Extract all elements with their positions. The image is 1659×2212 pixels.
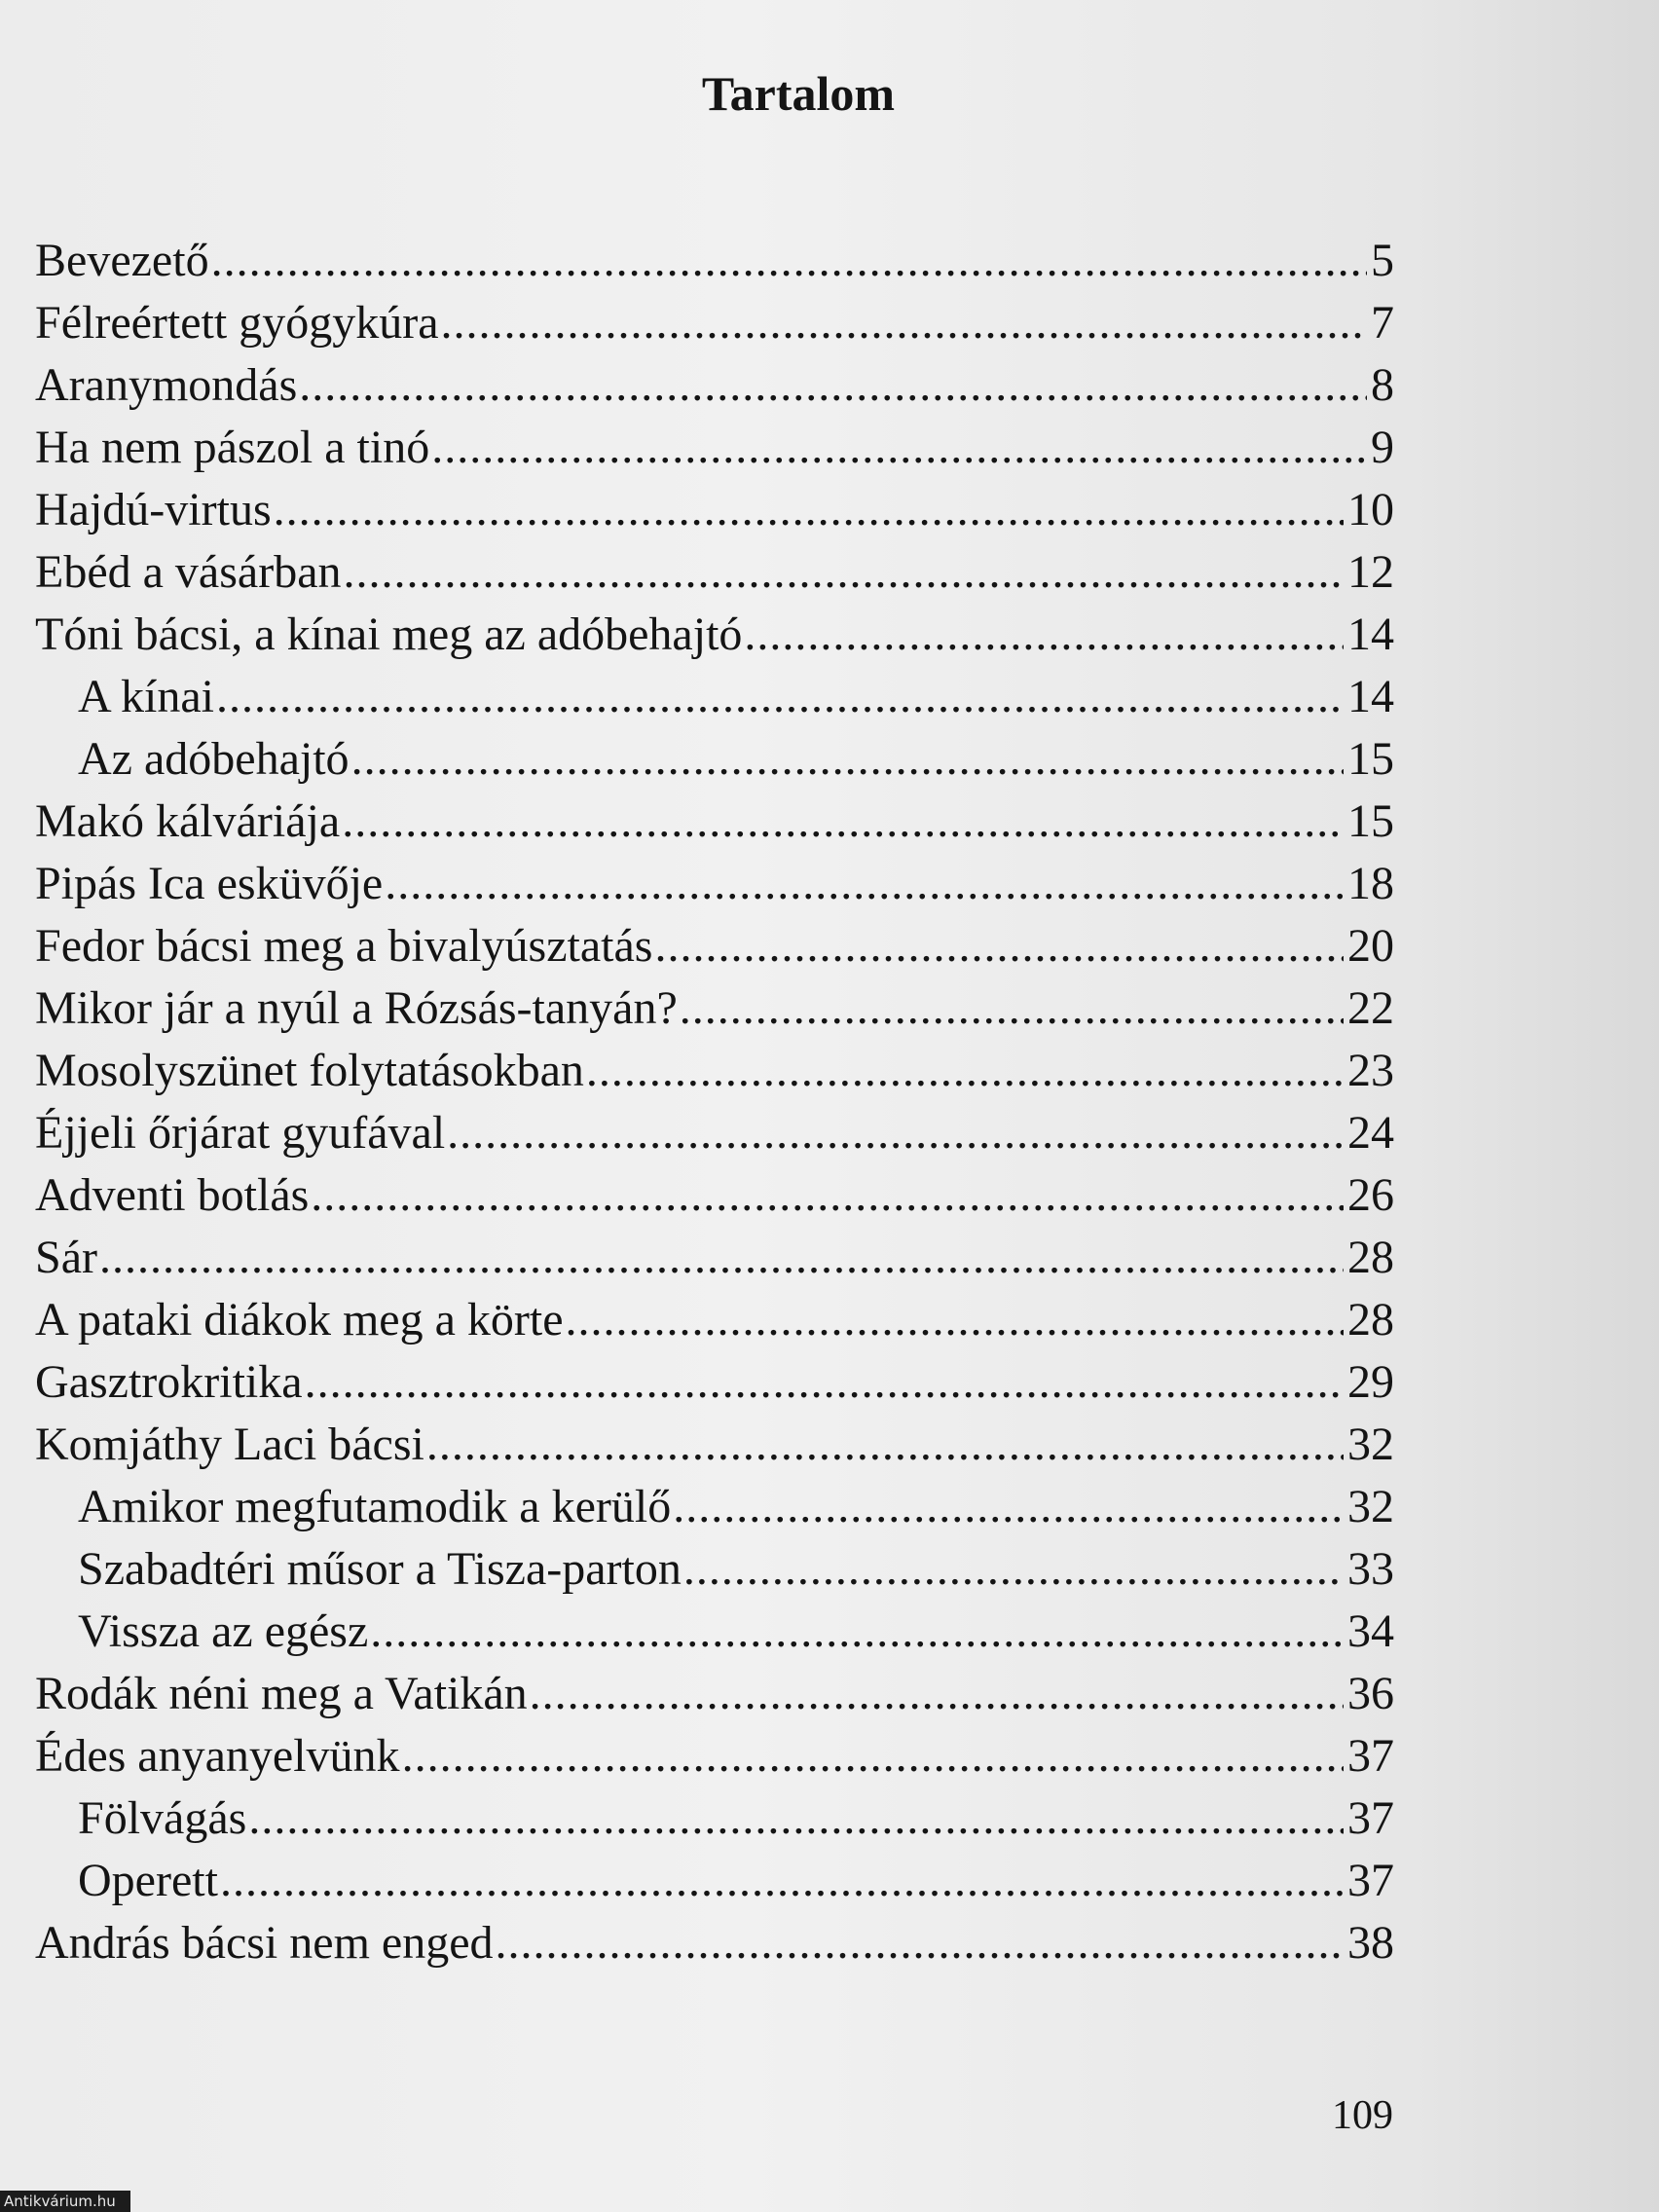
toc-entry [35, 1351, 1394, 1414]
toc-entry-page: 7 [1371, 297, 1394, 349]
toc-entry-page: 15 [1347, 733, 1394, 785]
toc-entry-title: Amikor megfutamodik a kerülő [78, 1481, 672, 1532]
toc-leader-dots [350, 728, 1344, 791]
toc-entry-page: 22 [1347, 982, 1394, 1034]
toc-entry-title: Félreértett gyógykúra [35, 297, 439, 349]
toc-entry [35, 791, 1394, 853]
toc-leader-dots [400, 1725, 1344, 1788]
toc-entry [78, 1850, 1394, 1912]
toc-entry [35, 230, 1394, 292]
toc-leader-dots [246, 1788, 1344, 1850]
toc-entry-page: 14 [1347, 671, 1394, 722]
toc-entry-page: 24 [1347, 1107, 1394, 1159]
toc-entry-title: Pipás Ica esküvője [35, 858, 384, 909]
toc-entry-title: Éjjeli őrjárat gyufával [35, 1107, 446, 1159]
toc-entry [35, 1912, 1394, 1974]
toc-entry-title: Fölvágás [78, 1792, 247, 1844]
toc-entry [78, 1601, 1394, 1663]
toc-leader-dots [383, 853, 1344, 915]
toc-entry [35, 1102, 1394, 1164]
toc-leader-dots [340, 791, 1344, 853]
toc-leader-dots [652, 915, 1344, 977]
toc-entry-title: Ebéd a vásárban [35, 546, 342, 598]
toc-leader-dots [309, 1164, 1344, 1227]
toc-entry [35, 1164, 1394, 1227]
toc-entry [35, 354, 1394, 417]
toc-leader-dots [368, 1601, 1344, 1663]
toc-leader-dots [494, 1912, 1344, 1974]
toc-entry-title: Édes anyanyelvünk [35, 1730, 400, 1782]
toc-entry [35, 977, 1394, 1040]
toc-entry-title: Szabadtéri műsor a Tisza-parton [78, 1543, 682, 1595]
toc-entry-title: A pataki diákok meg a körte [35, 1294, 564, 1346]
toc-entry-title: Komjáthy Laci bácsi [35, 1419, 424, 1470]
toc-entry-title: Ha nem pászol a tinó [35, 422, 430, 473]
toc-entry-title: Az adóbehajtó [78, 733, 350, 785]
toc-entry-page: 37 [1347, 1855, 1394, 1906]
toc-leader-dots [209, 230, 1367, 292]
toc-entry [35, 1725, 1394, 1788]
toc-leader-dots [297, 354, 1367, 417]
toc-leader-dots [445, 1102, 1344, 1164]
toc-entry [35, 1289, 1394, 1351]
toc-entry-title: Adventi botlás [35, 1169, 310, 1221]
toc-leader-dots [564, 1289, 1344, 1351]
toc-entry [78, 1538, 1394, 1601]
toc-entry-page: 8 [1371, 359, 1394, 411]
toc-entry [35, 1227, 1394, 1289]
toc-leader-dots [424, 1414, 1344, 1476]
toc-entry-title: Aranymondás [35, 359, 298, 411]
toc-entry-page: 15 [1347, 795, 1394, 847]
toc-leader-dots [303, 1351, 1344, 1414]
toc-leader-dots [671, 1476, 1344, 1538]
toc-leader-dots [742, 604, 1344, 666]
watermark-logo: Antikvárium.hu [0, 2191, 130, 2212]
toc-leader-dots [678, 977, 1344, 1040]
toc-entry-title: Makó kálváriája [35, 795, 341, 847]
toc-entry-page: 29 [1347, 1356, 1394, 1408]
toc-leader-dots [342, 541, 1344, 604]
toc-entry-page: 12 [1347, 546, 1394, 598]
toc-leader-dots [528, 1663, 1344, 1725]
toc-entry [35, 915, 1394, 977]
toc-leader-dots [97, 1227, 1344, 1289]
toc-leader-dots [439, 292, 1367, 354]
toc-entry [35, 1040, 1394, 1102]
toc-entry [78, 1476, 1394, 1538]
toc-entry-page: 18 [1347, 858, 1394, 909]
toc-entry-page: 23 [1347, 1045, 1394, 1096]
toc-entry-title: Hajdú-virtus [35, 484, 272, 535]
toc-entry-title: Fedor bácsi meg a bivalyúsztatás [35, 920, 653, 972]
toc-entry-page: 37 [1347, 1792, 1394, 1844]
toc-entry-title: András bácsi nem enged [35, 1917, 494, 1969]
toc-entry-title: Vissza az egész [78, 1605, 369, 1657]
toc-entry-page: 26 [1347, 1169, 1394, 1221]
toc-entry [35, 541, 1394, 604]
toc-entry-page: 14 [1347, 608, 1394, 660]
toc-entry [78, 666, 1394, 728]
toc-entry [78, 1788, 1394, 1850]
toc-entry-title: Mikor jár a nyúl a Rózsás-tanyán? [35, 982, 678, 1034]
toc-entry-page: 32 [1347, 1419, 1394, 1470]
toc-entry-title: Mosolyszünet folytatásokban [35, 1045, 584, 1096]
toc-entry-title: Rodák néni meg a Vatikán [35, 1668, 528, 1719]
toc-leader-dots [218, 1850, 1344, 1912]
toc-leader-dots [272, 479, 1344, 541]
toc-entry-page: 28 [1347, 1232, 1394, 1283]
toc-entry [35, 1663, 1394, 1725]
toc-entry-title: Gasztrokritika [35, 1356, 303, 1408]
toc-entry [35, 292, 1394, 354]
toc-entry-page: 9 [1371, 422, 1394, 473]
toc-entry [35, 417, 1394, 479]
toc-entry [35, 604, 1394, 666]
page-number: 109 [1332, 2093, 1393, 2138]
toc-entry-page: 20 [1347, 920, 1394, 972]
toc-entry-title: Bevezető [35, 235, 209, 286]
toc-leader-dots [429, 417, 1367, 479]
toc-entry-page: 5 [1371, 235, 1394, 286]
toc-entry-page: 36 [1347, 1668, 1394, 1719]
toc-entry-page: 38 [1347, 1917, 1394, 1969]
toc-entry [78, 728, 1394, 791]
toc-entry-title: Operett [78, 1855, 218, 1906]
toc-leader-dots [584, 1040, 1344, 1102]
toc-entry-page: 37 [1347, 1730, 1394, 1782]
toc-entry-title: Tóni bácsi, a kínai meg az adóbehajtó [35, 608, 743, 660]
toc-entry-page: 10 [1347, 484, 1394, 535]
toc-entry [35, 853, 1394, 915]
toc-entry-title: Sár [35, 1232, 97, 1283]
page-title: Tartalom [701, 66, 896, 121]
toc-leader-dots [682, 1538, 1344, 1601]
toc-entry-title: A kínai [78, 671, 214, 722]
toc-entry-page: 34 [1347, 1605, 1394, 1657]
toc-entry [35, 479, 1394, 541]
toc-entry [35, 1414, 1394, 1476]
toc-entry-page: 28 [1347, 1294, 1394, 1346]
toc-leader-dots [214, 666, 1344, 728]
toc-entry-page: 32 [1347, 1481, 1394, 1532]
toc-entry-page: 33 [1347, 1543, 1394, 1595]
